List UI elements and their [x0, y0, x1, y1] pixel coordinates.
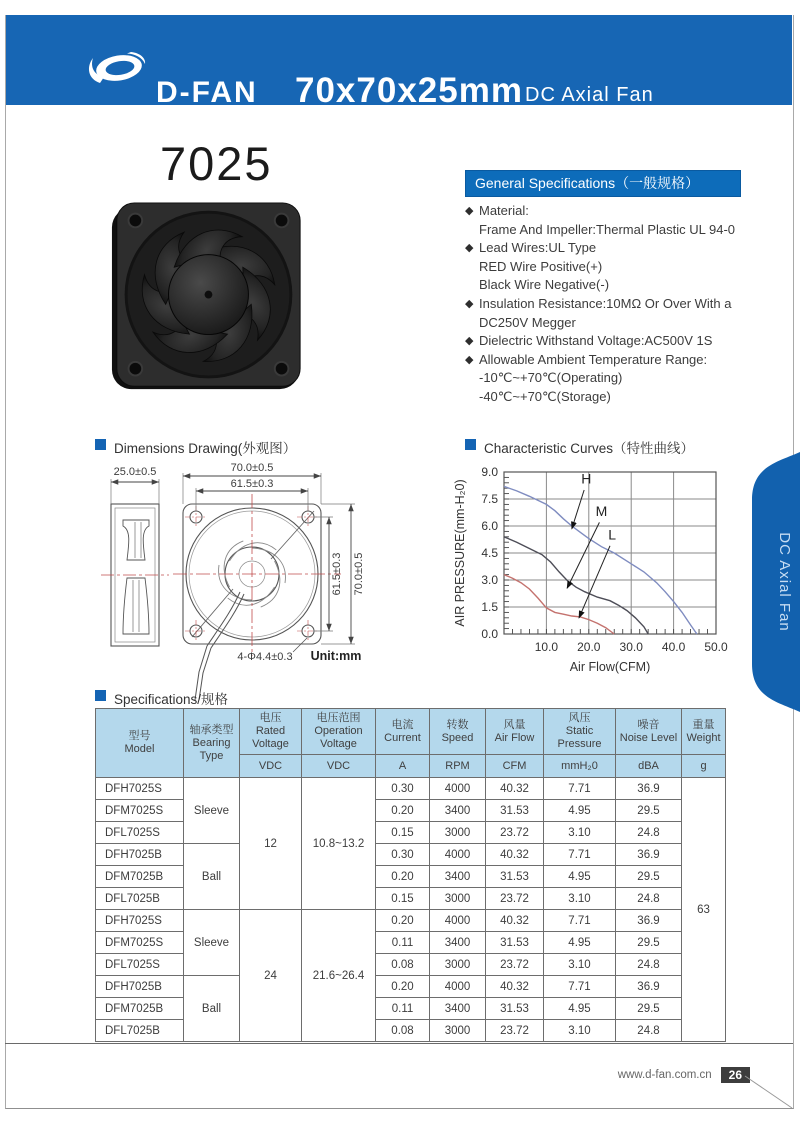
noise-cell: 36.9	[616, 976, 682, 998]
static-pressure-cell: 3.10	[544, 1020, 616, 1042]
rated-voltage-cell: 24	[240, 910, 302, 1042]
current-cell: 0.08	[376, 1020, 430, 1042]
noise-cell: 29.5	[616, 866, 682, 888]
speed-cell: 4000	[430, 778, 486, 800]
spec-item	[465, 332, 765, 351]
diamond-bullet-icon: ◆	[465, 205, 474, 217]
dim-holes-label: 4-Φ4.4±0.3	[237, 651, 293, 663]
diamond-bullet-icon	[465, 314, 479, 333]
spec-text: Frame And Impeller:Thermal Plastic UL 94-0	[479, 221, 736, 237]
svg-text:L: L	[608, 526, 617, 543]
spec-item	[465, 202, 765, 221]
svg-text:3.0: 3.0	[481, 573, 498, 587]
spec-text: RED Wire Positive(+)	[479, 258, 603, 274]
air-flow-cell: 40.32	[486, 778, 544, 800]
noise-cell: 36.9	[616, 910, 682, 932]
noise-cell: 29.5	[616, 998, 682, 1020]
blue-square-icon	[95, 439, 106, 450]
dim-width-holes-label: 61.5±0.3	[230, 478, 274, 490]
svg-text:H: H	[581, 470, 592, 487]
noise-cell: 29.5	[616, 932, 682, 954]
model-cell: DFL7025B	[96, 888, 184, 910]
noise-cell: 24.8	[616, 1020, 682, 1042]
spec-item	[465, 221, 765, 240]
current-cell: 0.20	[376, 866, 430, 888]
operation-voltage-cell: 10.8~13.2	[302, 778, 376, 910]
spec-item	[465, 258, 765, 277]
static-pressure-cell: 4.95	[544, 998, 616, 1020]
static-pressure-cell: 3.10	[544, 822, 616, 844]
unit-rpm: RPM	[430, 755, 486, 778]
model-cell: DFL7025S	[96, 822, 184, 844]
spec-item	[465, 239, 765, 258]
spec-item	[465, 369, 765, 388]
blue-square-icon	[95, 690, 106, 701]
general-specs-title-bar: General Specifications（一般规格）	[465, 170, 741, 197]
side-tab-label: DC Axial Fan	[776, 532, 793, 632]
specifications-table	[95, 708, 726, 1042]
svg-text:20.0: 20.0	[577, 640, 601, 654]
rated-voltage-cell: 12	[240, 778, 302, 910]
model-cell: DFH7025S	[96, 910, 184, 932]
air-flow-cell: 31.53	[486, 932, 544, 954]
col-header-model: 型号 Model	[96, 709, 184, 778]
air-flow-cell: 31.53	[486, 866, 544, 888]
svg-text:M: M	[595, 503, 608, 520]
unit-label: Unit:mm	[310, 649, 362, 663]
svg-text:7.5: 7.5	[481, 492, 498, 506]
noise-cell: 24.8	[616, 822, 682, 844]
table-row	[96, 910, 726, 932]
specifications-section-title: Specifications/规格	[95, 688, 228, 708]
col-header-rated-voltage: 电压 Rated Voltage	[240, 709, 302, 755]
blue-square-icon	[465, 439, 476, 450]
speed-cell: 4000	[430, 976, 486, 998]
unit-cfm: CFM	[486, 755, 544, 778]
col-header-air-flow: 风量 Air Flow	[486, 709, 544, 755]
col-header-current: 电流 Current	[376, 709, 430, 755]
diamond-bullet-icon	[465, 369, 479, 388]
footer-divider	[5, 1043, 793, 1044]
model-cell: DFM7025B	[96, 998, 184, 1020]
header-banner	[6, 15, 792, 110]
table-row	[96, 778, 726, 800]
air-flow-cell: 40.32	[486, 976, 544, 998]
dim-height-holes-label: 61.5±0.3	[331, 552, 343, 596]
model-cell: DFM7025B	[96, 866, 184, 888]
spec-text: -40℃~+70℃(Storage)	[479, 388, 611, 404]
bearing-cell: Ball	[184, 844, 240, 910]
page-subtitle: DC Axial Fan	[525, 84, 654, 106]
static-pressure-cell: 3.10	[544, 888, 616, 910]
d-fan-logo-icon	[84, 45, 150, 93]
diamond-bullet-icon	[465, 276, 479, 295]
bearing-cell: Sleeve	[184, 778, 240, 844]
speed-cell: 3400	[430, 800, 486, 822]
air-flow-cell: 40.32	[486, 844, 544, 866]
front-view	[183, 504, 321, 700]
unit-dba: dBA	[616, 755, 682, 778]
static-pressure-cell: 4.95	[544, 800, 616, 822]
diamond-bullet-icon: ◆	[465, 297, 474, 310]
diamond-bullet-icon: ◆	[465, 335, 474, 348]
footer	[540, 1067, 750, 1083]
diamond-bullet-icon	[465, 388, 479, 407]
table-row	[96, 844, 726, 866]
model-cell: DFH7025S	[96, 778, 184, 800]
characteristic-curves-chart	[452, 458, 782, 684]
current-cell: 0.15	[376, 822, 430, 844]
model-cell: DFL7025B	[96, 1020, 184, 1042]
speed-cell: 4000	[430, 910, 486, 932]
spec-item	[465, 351, 765, 370]
spec-item	[465, 276, 765, 295]
static-pressure-cell: 7.71	[544, 844, 616, 866]
svg-text:Air Flow(CFM): Air Flow(CFM)	[569, 660, 651, 674]
air-flow-cell: 23.72	[486, 888, 544, 910]
static-pressure-cell: 4.95	[544, 932, 616, 954]
spec-text: Material:	[479, 203, 529, 218]
dimensions-section-title: Dimensions Drawing(外观图）	[95, 437, 296, 457]
noise-cell: 29.5	[616, 800, 682, 822]
model-cell: DFM7025S	[96, 800, 184, 822]
static-pressure-cell: 7.71	[544, 778, 616, 800]
air-flow-cell: 40.32	[486, 910, 544, 932]
model-cell: DFM7025S	[96, 932, 184, 954]
svg-text:50.0: 50.0	[704, 640, 728, 654]
spec-item	[465, 388, 765, 407]
diamond-bullet-icon	[465, 258, 479, 277]
air-flow-cell: 23.72	[486, 822, 544, 844]
speed-cell: 4000	[430, 844, 486, 866]
noise-cell: 24.8	[616, 888, 682, 910]
model-number: 7025	[160, 137, 273, 190]
speed-cell: 3400	[430, 998, 486, 1020]
model-cell: DFL7025S	[96, 954, 184, 976]
spec-text: Dielectric Withstand Voltage:AC500V 1S	[479, 333, 713, 349]
dim-depth-label: 25.0±0.5	[113, 466, 157, 478]
current-cell: 0.11	[376, 998, 430, 1020]
speed-cell: 3400	[430, 932, 486, 954]
col-header-static-pressure: 风压 Static Pressure	[544, 709, 616, 755]
col-header-bearing: 轴承类型 Bearing Type	[184, 709, 240, 778]
footer-corner-line	[742, 1070, 796, 1112]
speed-cell: 3000	[430, 822, 486, 844]
page-title: 70x70x25mm	[295, 71, 523, 110]
col-header-noise: 噪音 Noise Level	[616, 709, 682, 755]
spec-item	[465, 314, 765, 333]
svg-text:4.5: 4.5	[481, 546, 498, 560]
speed-cell: 3000	[430, 954, 486, 976]
diamond-bullet-icon: ◆	[465, 353, 474, 366]
static-pressure-cell: 4.95	[544, 866, 616, 888]
speed-cell: 3000	[430, 888, 486, 910]
unit-vdc: VDC	[240, 755, 302, 778]
speed-cell: 3400	[430, 866, 486, 888]
spec-text: -10℃~+70℃(Operating)	[479, 370, 623, 386]
curves-section-title: Characteristic Curves（特性曲线）	[465, 437, 694, 457]
svg-text:30.0: 30.0	[619, 640, 643, 654]
unit-g: g	[682, 755, 726, 778]
current-cell: 0.20	[376, 910, 430, 932]
bearing-cell: Ball	[184, 976, 240, 1042]
current-cell: 0.20	[376, 976, 430, 998]
air-flow-cell: 31.53	[486, 998, 544, 1020]
unit-vdc: VDC	[302, 755, 376, 778]
static-pressure-cell: 7.71	[544, 910, 616, 932]
diamond-bullet-icon: ◆	[465, 242, 474, 255]
model-cell: DFH7025B	[96, 844, 184, 866]
current-cell: 0.30	[376, 844, 430, 866]
current-cell: 0.11	[376, 932, 430, 954]
brand-name: D-FAN	[156, 76, 258, 109]
diamond-bullet-icon	[465, 221, 479, 240]
static-pressure-cell: 3.10	[544, 954, 616, 976]
spec-text: DC250V Megger	[479, 314, 576, 330]
noise-cell: 24.8	[616, 954, 682, 976]
svg-text:9.0: 9.0	[481, 465, 498, 479]
operation-voltage-cell: 21.6~26.4	[302, 910, 376, 1042]
dim-height-outer-label: 70.0±0.5	[353, 552, 365, 596]
air-flow-cell: 23.72	[486, 954, 544, 976]
dimensions-drawing	[95, 460, 440, 706]
spec-item	[465, 295, 765, 314]
air-flow-cell: 31.53	[486, 800, 544, 822]
unit-mmh2o: mmH₂0	[544, 755, 616, 778]
col-header-operation-voltage: 电压范围 Operation Voltage	[302, 709, 376, 755]
website-url: www.d-fan.com.cn	[617, 1069, 712, 1081]
static-pressure-cell: 7.71	[544, 976, 616, 998]
unit-a: A	[376, 755, 430, 778]
current-cell: 0.30	[376, 778, 430, 800]
page-number-badge: 26	[721, 1067, 750, 1083]
col-header-speed: 转数 Speed	[430, 709, 486, 755]
air-flow-cell: 23.72	[486, 1020, 544, 1042]
svg-text:6.0: 6.0	[481, 519, 498, 533]
dc-axial-fan-tab	[752, 452, 800, 712]
model-cell: DFH7025B	[96, 976, 184, 998]
spec-text: Lead Wires:UL Type	[479, 240, 597, 256]
weight-cell: 63	[682, 778, 726, 1042]
general-specs-list	[465, 202, 765, 407]
svg-text:0.0: 0.0	[481, 627, 498, 641]
lead-wires	[199, 594, 244, 700]
noise-cell: 36.9	[616, 778, 682, 800]
table-row	[96, 976, 726, 998]
svg-text:AIR PRESSURE(mm-H₂0): AIR PRESSURE(mm-H₂0)	[453, 479, 467, 627]
current-cell: 0.08	[376, 954, 430, 976]
speed-cell: 3000	[430, 1020, 486, 1042]
current-cell: 0.20	[376, 800, 430, 822]
dim-width-outer-label: 70.0±0.5	[230, 462, 274, 474]
fan-product-image	[110, 200, 305, 395]
spec-text: Black Wire Negative(-)	[479, 277, 610, 293]
current-cell: 0.15	[376, 888, 430, 910]
noise-cell: 36.9	[616, 844, 682, 866]
spec-text: Insulation Resistance:10MΩ Or Over With a	[479, 295, 732, 311]
svg-text:10.0: 10.0	[534, 640, 559, 654]
svg-text:1.5: 1.5	[481, 600, 498, 614]
bearing-cell: Sleeve	[184, 910, 240, 976]
svg-text:40.0: 40.0	[661, 640, 686, 654]
col-header-weight: 重量 Weight	[682, 709, 726, 755]
spec-text: Allowable Ambient Temperature Range:	[479, 351, 708, 367]
